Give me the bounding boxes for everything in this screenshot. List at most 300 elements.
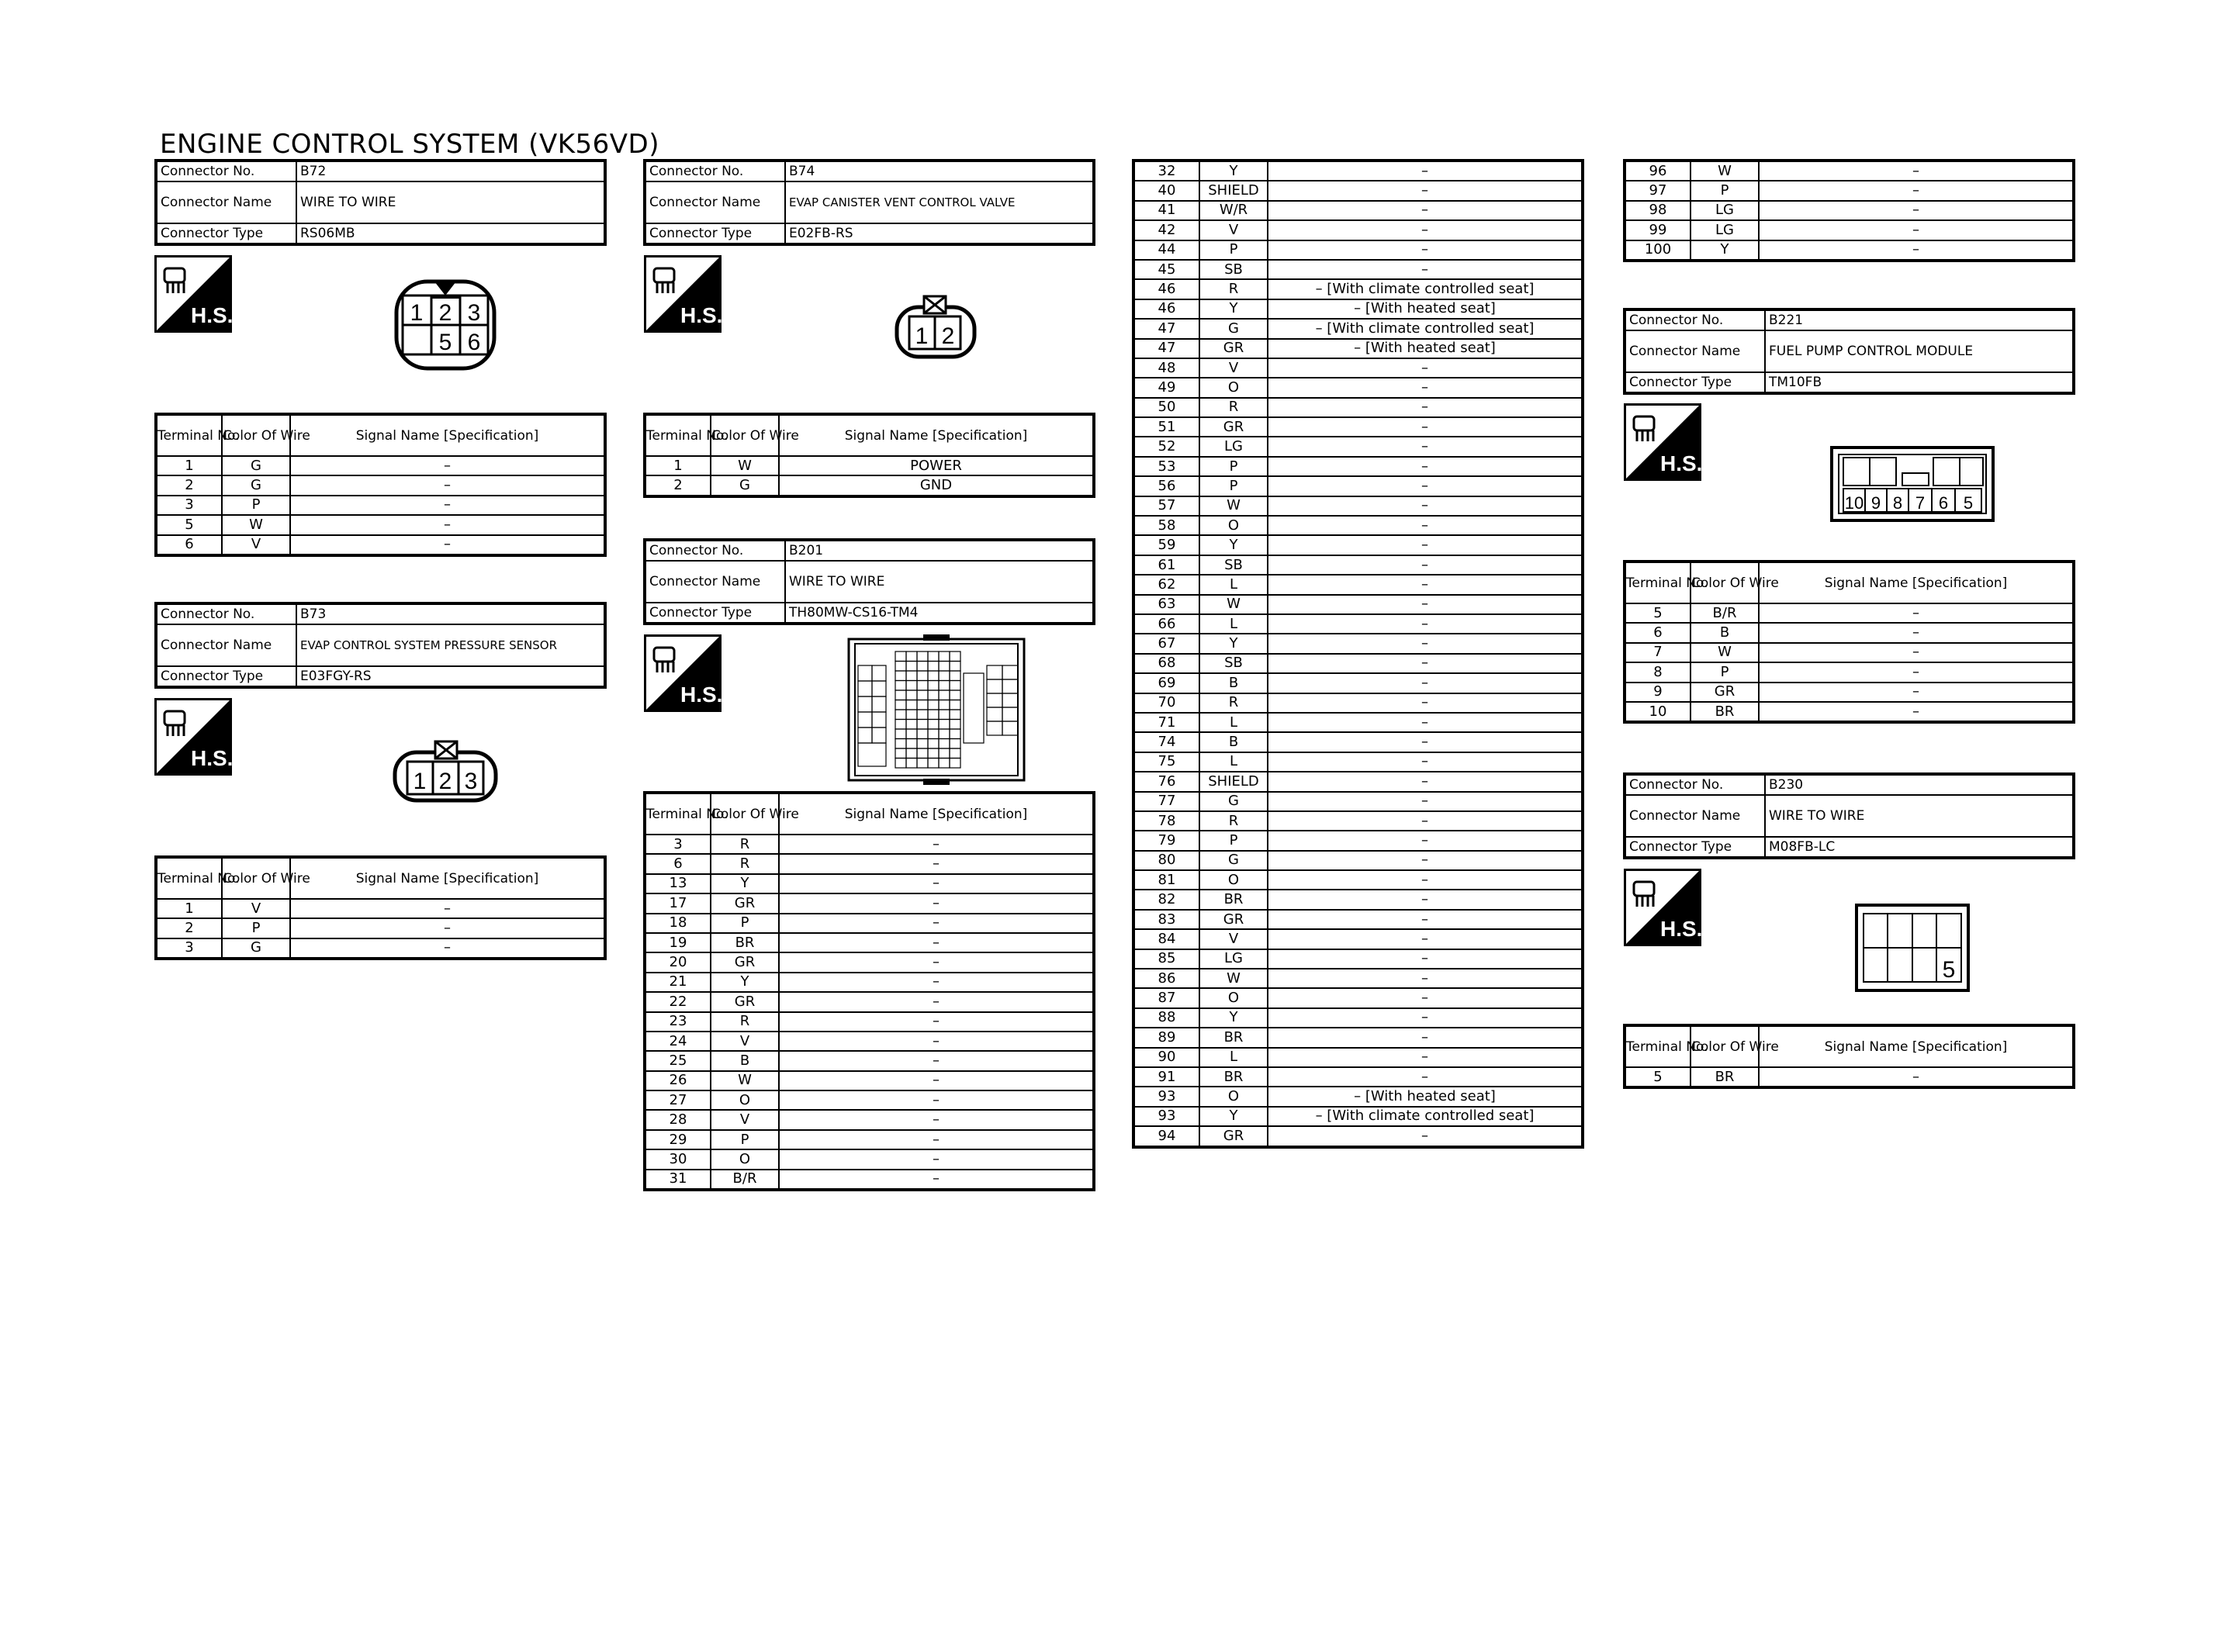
- hs-label: H.S.: [1660, 917, 1703, 941]
- signal-name-cell: –: [1268, 673, 1583, 693]
- wire-color-cell: G: [1199, 792, 1268, 811]
- pin-row: [1133, 378, 1583, 397]
- pin-row: [1133, 1087, 1583, 1106]
- pin-row: [1133, 516, 1583, 535]
- connector-no-label: Connector No.: [1625, 309, 1765, 330]
- signal-name-cell: –: [779, 1149, 1094, 1169]
- wire-color-cell: O: [1199, 870, 1268, 890]
- terminal-no-cell: 84: [1133, 929, 1199, 949]
- harness-side-icon: [644, 634, 722, 712]
- signal-name-cell: POWER: [779, 456, 1094, 475]
- terminal-no-cell: 83: [1133, 910, 1199, 929]
- terminal-no-cell: 10: [1625, 702, 1690, 722]
- connector-b201-info: [643, 538, 1095, 625]
- wire-color-cell: V: [711, 1032, 779, 1051]
- connector-name-value: EVAP CANISTER VENT CONTROL VALVE: [785, 181, 1094, 223]
- signal-name-cell: –: [1268, 870, 1583, 890]
- signal-name-header: Signal Name [Specification]: [290, 857, 605, 899]
- signal-name-cell: –: [1268, 161, 1583, 181]
- signal-name-cell: –: [1268, 988, 1583, 1007]
- connector-b73-face-diagram: [392, 738, 500, 805]
- connector-no-label: Connector No.: [1625, 774, 1765, 795]
- terminal-no-cell: 97: [1625, 181, 1690, 200]
- connector-no-label: Connector No.: [156, 161, 296, 181]
- signal-name-header: Signal Name [Specification]: [290, 414, 605, 456]
- signal-name-cell: –: [1268, 201, 1583, 220]
- wire-color-cell: BR: [1690, 1067, 1759, 1087]
- b72-face-pin-6: 6: [467, 330, 481, 355]
- terminal-no-cell: 59: [1133, 535, 1199, 555]
- pin-row: [1133, 240, 1583, 260]
- pin-row: [645, 1170, 1094, 1190]
- pin-row: [645, 854, 1094, 873]
- pin-row: [156, 938, 605, 959]
- harness-side-icon: [1624, 869, 1701, 946]
- b221-face-pin-10: 10: [1844, 493, 1864, 513]
- wire-color-cell: L: [1199, 713, 1268, 732]
- signal-name-cell: –: [1759, 603, 2074, 623]
- signal-name-cell: – [With heated seat]: [1268, 1087, 1583, 1106]
- wire-color-cell: W: [1690, 643, 1759, 662]
- pin-row: [1625, 683, 2074, 702]
- wire-color-cell: P: [222, 918, 290, 938]
- signal-name-cell: –: [290, 899, 605, 918]
- terminal-no-header: Terminal No.: [1625, 1025, 1690, 1067]
- wire-color-cell: R: [1199, 279, 1268, 299]
- terminal-no-cell: 58: [1133, 516, 1199, 535]
- connector-type-value: RS06MB: [296, 223, 605, 244]
- connector-b73-info: [154, 602, 607, 689]
- connector-b201-pin-table-continued: [1132, 159, 1584, 1149]
- pin-row: [156, 535, 605, 555]
- signal-name-cell: –: [290, 456, 605, 475]
- pin-row: [1133, 851, 1583, 870]
- signal-name-cell: –: [1759, 220, 2074, 240]
- terminal-no-cell: 30: [645, 1149, 711, 1169]
- pin-row: [1625, 662, 2074, 682]
- terminal-no-cell: 2: [645, 475, 711, 496]
- wire-color-cell: P: [1690, 181, 1759, 200]
- terminal-no-cell: 81: [1133, 870, 1199, 890]
- connector-name-label: Connector Name: [1625, 330, 1765, 372]
- pin-row: [645, 1032, 1094, 1051]
- connector-name-value: EVAP CONTROL SYSTEM PRESSURE SENSOR: [296, 624, 605, 666]
- terminal-no-cell: 46: [1133, 299, 1199, 319]
- terminal-no-cell: 28: [645, 1110, 711, 1129]
- connector-name-value: FUEL PUMP CONTROL MODULE: [1765, 330, 2074, 372]
- signal-name-cell: –: [1268, 496, 1583, 516]
- signal-name-header: Signal Name [Specification]: [779, 414, 1094, 456]
- pin-row: [1133, 772, 1583, 791]
- signal-name-cell: –: [779, 992, 1094, 1011]
- connector-type-label: Connector Type: [645, 223, 785, 244]
- wire-color-cell: B: [711, 1051, 779, 1070]
- wire-color-cell: V: [1199, 358, 1268, 378]
- pin-row: [645, 1130, 1094, 1149]
- terminal-no-cell: 79: [1133, 831, 1199, 850]
- connector-name-value: WIRE TO WIRE: [785, 561, 1094, 603]
- terminal-no-cell: 50: [1133, 398, 1199, 417]
- connector-b72-info: [154, 159, 607, 246]
- pin-row: [1133, 181, 1583, 200]
- wire-color-cell: B: [1199, 673, 1268, 693]
- signal-name-cell: –: [779, 1071, 1094, 1090]
- connector-b221-face-diagram: [1829, 445, 1997, 524]
- hs-label: H.S.: [1660, 451, 1703, 475]
- signal-name-cell: –: [779, 973, 1094, 992]
- terminal-no-cell: 31: [645, 1170, 711, 1190]
- terminal-no-cell: 1: [645, 456, 711, 475]
- terminal-no-cell: 51: [1133, 417, 1199, 437]
- wire-color-cell: BR: [711, 933, 779, 952]
- connector-name-value: WIRE TO WIRE: [296, 181, 605, 223]
- b221-face-pin-7: 7: [1915, 493, 1926, 513]
- terminal-no-cell: 1: [156, 456, 222, 475]
- signal-name-cell: –: [1268, 949, 1583, 969]
- terminal-no-cell: 62: [1133, 575, 1199, 594]
- signal-name-header: Signal Name [Specification]: [1759, 1025, 2074, 1067]
- wire-color-cell: SHIELD: [1199, 181, 1268, 200]
- signal-name-cell: –: [1268, 831, 1583, 850]
- b221-face-pin-5: 5: [1963, 493, 1974, 513]
- terminal-no-cell: 13: [645, 874, 711, 893]
- signal-name-cell: –: [1759, 201, 2074, 220]
- terminal-no-cell: 82: [1133, 890, 1199, 909]
- signal-name-cell: –: [290, 918, 605, 938]
- signal-name-cell: –: [1268, 457, 1583, 476]
- wire-color-cell: O: [1199, 1087, 1268, 1106]
- pin-row: [645, 835, 1094, 854]
- terminal-no-cell: 40: [1133, 181, 1199, 200]
- signal-name-cell: –: [779, 933, 1094, 952]
- terminal-no-cell: 89: [1133, 1028, 1199, 1047]
- wire-color-cell: O: [1199, 988, 1268, 1007]
- signal-name-cell: –: [1268, 851, 1583, 870]
- terminal-no-cell: 100: [1625, 240, 1690, 261]
- signal-name-cell: –: [1759, 240, 2074, 261]
- wire-color-cell: GR: [1690, 683, 1759, 702]
- pin-row: [1133, 260, 1583, 279]
- hs-label: H.S.: [680, 303, 723, 327]
- pin-row: [156, 515, 605, 534]
- connector-type-value: M08FB-LC: [1765, 837, 2074, 858]
- terminal-no-cell: 93: [1133, 1107, 1199, 1126]
- wire-color-cell: Y: [1199, 634, 1268, 653]
- terminal-no-cell: 6: [645, 854, 711, 873]
- connector-name-label: Connector Name: [645, 561, 785, 603]
- connector-type-label: Connector Type: [156, 223, 296, 244]
- pin-row: [156, 456, 605, 475]
- terminal-no-cell: 96: [1625, 161, 1690, 181]
- wire-color-cell: B/R: [711, 1170, 779, 1190]
- b72-face-pin-5: 5: [438, 330, 452, 355]
- pin-row: [1625, 201, 2074, 220]
- signal-name-cell: –: [1268, 792, 1583, 811]
- pin-row: [1133, 299, 1583, 319]
- connector-b230-pin-table: [1623, 1024, 2075, 1089]
- signal-name-cell: –: [779, 854, 1094, 873]
- pin-row: [1133, 949, 1583, 969]
- terminal-no-header: Terminal No.: [156, 414, 222, 456]
- signal-name-cell: –: [1268, 398, 1583, 417]
- signal-name-cell: GND: [779, 475, 1094, 496]
- pin-row: [156, 918, 605, 938]
- terminal-no-cell: 68: [1133, 654, 1199, 673]
- b74-face-pin-1: 1: [915, 323, 929, 349]
- wire-color-cell: P: [222, 496, 290, 515]
- wire-color-cell: P: [1690, 662, 1759, 682]
- pin-row: [1133, 358, 1583, 378]
- signal-name-cell: –: [1759, 643, 2074, 662]
- terminal-no-cell: 45: [1133, 260, 1199, 279]
- pin-row: [645, 952, 1094, 972]
- wire-color-cell: GR: [711, 893, 779, 913]
- terminal-no-cell: 77: [1133, 792, 1199, 811]
- color-of-wire-header: Color Of Wire: [222, 857, 290, 899]
- wire-color-cell: GR: [1199, 339, 1268, 358]
- pin-row: [1133, 496, 1583, 516]
- signal-name-cell: –: [779, 1130, 1094, 1149]
- terminal-no-cell: 52: [1133, 437, 1199, 456]
- pin-row: [645, 973, 1094, 992]
- wire-color-cell: BR: [1690, 702, 1759, 722]
- terminal-no-cell: 67: [1133, 634, 1199, 653]
- signal-name-cell: –: [1268, 1067, 1583, 1087]
- pin-row: [645, 1012, 1094, 1032]
- terminal-no-cell: 94: [1133, 1126, 1199, 1146]
- signal-name-cell: –: [1759, 662, 2074, 682]
- signal-name-cell: –: [779, 1032, 1094, 1051]
- wire-color-cell: R: [1199, 398, 1268, 417]
- terminal-no-cell: 21: [645, 973, 711, 992]
- terminal-no-cell: 75: [1133, 752, 1199, 772]
- signal-name-cell: – [With heated seat]: [1268, 299, 1583, 319]
- b201-cavity-grid: [858, 651, 1018, 768]
- terminal-no-cell: 29: [645, 1130, 711, 1149]
- pin-row: [156, 899, 605, 918]
- pin-row: [1133, 811, 1583, 831]
- terminal-no-cell: 49: [1133, 378, 1199, 397]
- wire-color-cell: L: [1199, 575, 1268, 594]
- wire-color-cell: W: [1199, 595, 1268, 614]
- color-of-wire-header: Color Of Wire: [1690, 1025, 1759, 1067]
- wire-color-cell: O: [711, 1149, 779, 1169]
- signal-name-cell: –: [1268, 969, 1583, 988]
- connector-b74-face-diagram: [894, 293, 979, 363]
- pin-row: [1133, 654, 1583, 673]
- terminal-no-cell: 47: [1133, 339, 1199, 358]
- signal-name-cell: –: [1268, 575, 1583, 594]
- wire-color-cell: G: [222, 456, 290, 475]
- signal-name-cell: –: [1268, 1048, 1583, 1067]
- pin-row: [1133, 693, 1583, 713]
- terminal-no-cell: 25: [645, 1051, 711, 1070]
- wire-color-cell: LG: [1199, 437, 1268, 456]
- pin-row: [1133, 339, 1583, 358]
- signal-name-cell: –: [1268, 929, 1583, 949]
- connector-b201-pin-table: [643, 791, 1095, 1191]
- pin-row: [1133, 1008, 1583, 1028]
- terminal-no-cell: 78: [1133, 811, 1199, 831]
- connector-name-label: Connector Name: [156, 181, 296, 223]
- pin-row: [645, 914, 1094, 933]
- terminal-no-cell: 42: [1133, 220, 1199, 240]
- harness-side-icon: [154, 698, 232, 776]
- pin-row: [1133, 535, 1583, 555]
- terminal-no-cell: 26: [645, 1071, 711, 1090]
- signal-name-cell: –: [1268, 240, 1583, 260]
- signal-name-cell: –: [1268, 910, 1583, 929]
- connector-b201-face-diagram: [847, 634, 1027, 785]
- pin-row: [645, 1071, 1094, 1090]
- terminal-no-header: Terminal No.: [156, 857, 222, 899]
- pin-row: [1625, 623, 2074, 642]
- pin-row: [1133, 870, 1583, 890]
- wire-color-cell: LG: [1690, 201, 1759, 220]
- b73-face-pin-3: 3: [464, 769, 478, 794]
- terminal-no-cell: 20: [645, 952, 711, 972]
- terminal-no-cell: 44: [1133, 240, 1199, 260]
- pin-row: [645, 1051, 1094, 1070]
- signal-name-cell: –: [1268, 1126, 1583, 1146]
- connector-b73-pin-table: [154, 855, 607, 960]
- terminal-no-cell: 7: [1625, 643, 1690, 662]
- connector-name-label: Connector Name: [156, 624, 296, 666]
- wire-color-cell: W: [1690, 161, 1759, 181]
- signal-name-cell: –: [1268, 437, 1583, 456]
- wire-color-cell: B/R: [1690, 603, 1759, 623]
- pin-row: [1133, 279, 1583, 299]
- wire-color-cell: Y: [1199, 535, 1268, 555]
- terminal-no-cell: 85: [1133, 949, 1199, 969]
- connector-no-value: B201: [785, 540, 1094, 561]
- connector-no-label: Connector No.: [156, 603, 296, 624]
- pin-row: [1133, 1028, 1583, 1047]
- pin-row: [156, 475, 605, 495]
- terminal-no-cell: 5: [1625, 1067, 1690, 1087]
- wire-color-cell: B: [1690, 623, 1759, 642]
- signal-name-cell: –: [1759, 1067, 2074, 1087]
- terminal-no-cell: 87: [1133, 988, 1199, 1007]
- wire-color-cell: V: [1199, 220, 1268, 240]
- signal-name-cell: –: [779, 1051, 1094, 1070]
- b74-face-pin-2: 2: [941, 323, 955, 349]
- wire-color-cell: Y: [1199, 161, 1268, 181]
- connector-b72-face-diagram: [392, 274, 500, 380]
- wire-color-cell: W: [711, 456, 779, 475]
- terminal-no-cell: 23: [645, 1012, 711, 1032]
- connector-type-value: TM10FB: [1765, 372, 2074, 393]
- pin-row: [1133, 555, 1583, 575]
- signal-name-cell: –: [779, 1090, 1094, 1110]
- pin-row: [1133, 673, 1583, 693]
- terminal-no-cell: 2: [156, 475, 222, 495]
- wire-color-cell: SHIELD: [1199, 772, 1268, 791]
- signal-name-cell: –: [1268, 378, 1583, 397]
- wire-color-cell: W: [711, 1071, 779, 1090]
- wire-color-cell: R: [711, 835, 779, 854]
- signal-name-cell: –: [779, 835, 1094, 854]
- hs-label: H.S.: [680, 683, 723, 707]
- signal-name-cell: –: [1268, 181, 1583, 200]
- pin-row: [1625, 161, 2074, 181]
- pin-row: [1133, 457, 1583, 476]
- wire-color-cell: BR: [1199, 1067, 1268, 1087]
- terminal-no-cell: 8: [1625, 662, 1690, 682]
- connector-name-label: Connector Name: [1625, 795, 1765, 837]
- wire-color-cell: GR: [711, 992, 779, 1011]
- harness-side-icon: [644, 255, 722, 333]
- signal-name-cell: –: [1759, 161, 2074, 181]
- wire-color-cell: P: [1199, 457, 1268, 476]
- terminal-no-cell: 3: [645, 835, 711, 854]
- pin-row: [1133, 831, 1583, 850]
- pin-row: [156, 496, 605, 515]
- pin-row: [1133, 398, 1583, 417]
- wire-color-cell: O: [711, 1090, 779, 1110]
- terminal-no-cell: 69: [1133, 673, 1199, 693]
- wire-color-cell: R: [1199, 811, 1268, 831]
- connector-no-value: B74: [785, 161, 1094, 181]
- terminal-no-cell: 1: [156, 899, 222, 918]
- terminal-no-cell: 76: [1133, 772, 1199, 791]
- wire-color-cell: SB: [1199, 555, 1268, 575]
- pin-row: [1625, 702, 2074, 722]
- terminal-no-cell: 32: [1133, 161, 1199, 181]
- terminal-no-cell: 91: [1133, 1067, 1199, 1087]
- signal-name-header: Signal Name [Specification]: [779, 793, 1094, 835]
- pin-row: [645, 1149, 1094, 1169]
- signal-name-cell: –: [1268, 811, 1583, 831]
- connector-b201-pin-table-continued-2: [1623, 159, 2075, 262]
- color-of-wire-header: Color Of Wire: [222, 414, 290, 456]
- wire-color-cell: GR: [711, 952, 779, 972]
- pin-row: [1625, 1067, 2074, 1087]
- b221-face-pin-9: 9: [1870, 493, 1881, 513]
- signal-name-cell: –: [290, 475, 605, 495]
- terminal-no-cell: 48: [1133, 358, 1199, 378]
- pin-row: [1133, 614, 1583, 634]
- wire-color-cell: R: [711, 854, 779, 873]
- terminal-no-cell: 57: [1133, 496, 1199, 516]
- signal-name-header: Signal Name [Specification]: [1759, 562, 2074, 603]
- wire-color-cell: BR: [1199, 1028, 1268, 1047]
- terminal-no-cell: 6: [156, 535, 222, 555]
- signal-name-cell: –: [779, 874, 1094, 893]
- signal-name-cell: –: [290, 938, 605, 959]
- wire-color-cell: P: [1199, 476, 1268, 496]
- terminal-no-header: Terminal No.: [645, 414, 711, 456]
- pin-row: [1133, 1067, 1583, 1087]
- terminal-no-cell: 3: [156, 938, 222, 959]
- signal-name-cell: –: [1268, 535, 1583, 555]
- terminal-no-cell: 70: [1133, 693, 1199, 713]
- pin-row: [645, 456, 1094, 475]
- signal-name-cell: – [With climate controlled seat]: [1268, 279, 1583, 299]
- b72-face-pin-3: 3: [467, 300, 481, 326]
- pin-row: [645, 1110, 1094, 1129]
- connector-type-label: Connector Type: [645, 603, 785, 624]
- pin-row: [1625, 603, 2074, 623]
- pin-row: [1133, 910, 1583, 929]
- wire-color-cell: G: [711, 475, 779, 496]
- signal-name-cell: –: [779, 914, 1094, 933]
- pin-row: [1133, 634, 1583, 653]
- pin-row: [1133, 792, 1583, 811]
- terminal-no-cell: 6: [1625, 623, 1690, 642]
- pin-row: [645, 874, 1094, 893]
- connector-no-value: B221: [1765, 309, 2074, 330]
